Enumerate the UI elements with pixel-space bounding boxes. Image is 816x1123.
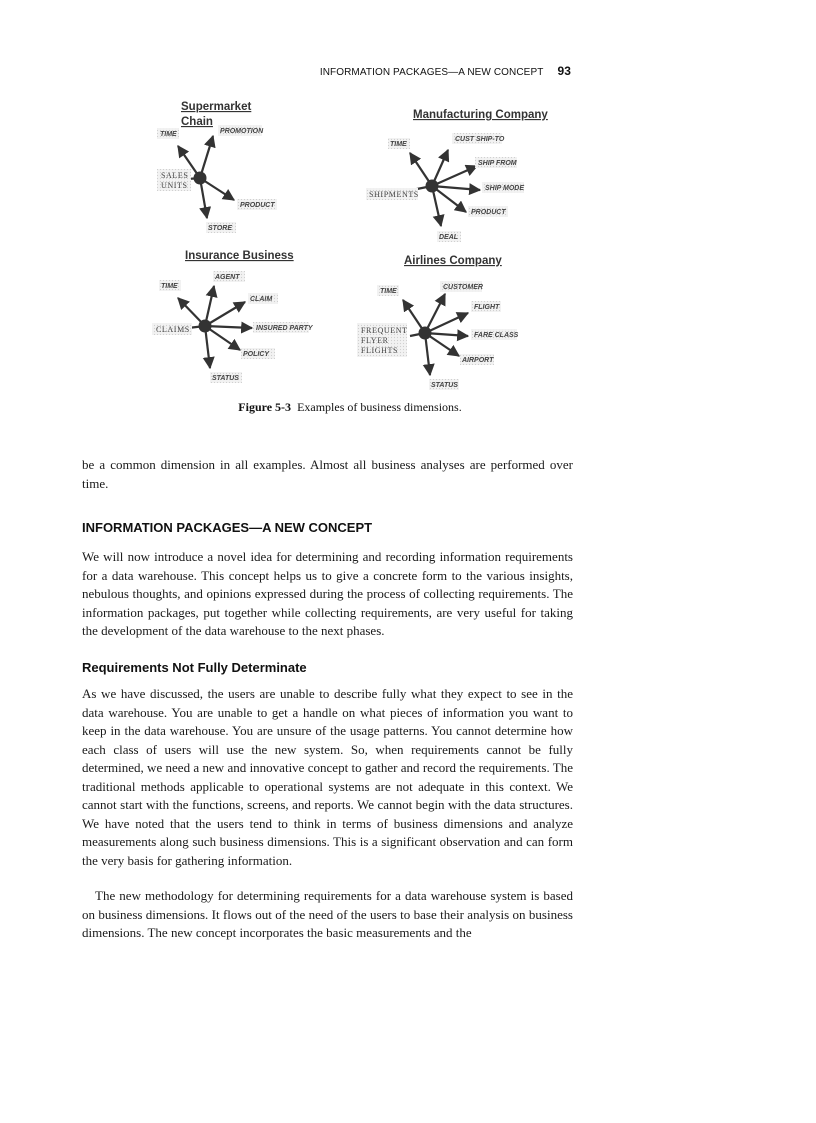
diagram-title: Chain	[181, 116, 213, 128]
dimension-label: TIME	[161, 283, 178, 290]
dimension-label: AIRPORT	[462, 357, 494, 364]
dimension-label: CUSTOMER	[443, 284, 483, 291]
diagram-title: Airlines Company	[404, 255, 502, 267]
dimension-label: PRODUCT	[471, 209, 506, 216]
fact-label: FLYER	[361, 336, 389, 345]
dimension-label: STATUS	[212, 375, 239, 382]
dimension-label: POLICY	[243, 351, 270, 358]
dimension-label: STORE	[208, 225, 232, 232]
fact-label: FLIGHTS	[361, 346, 399, 355]
fact-label: CLAIMS	[156, 325, 190, 334]
fact-label: FREQUENT	[361, 326, 408, 335]
page-number: 93	[557, 64, 571, 78]
body-paragraph: As we have discussed, the users are unable to describe fully what they expect to see in the data warehouse. You are unable to get a handle on what pieces of information you want to keep in the data warehouse. You are unsure of the usage patterns. You cannot determine how each class of users will use the new system. So, when requirements cannot be fully determined, we need a new and innovative concept to gather and record the requirements. The traditional methods applicable to operational systems are not adequate in this context. We cannot start with the functions, screens, and reports. We cannot begin with the data structures. We have noted that the users tend to think in terms of business dimensions and analyze measurements along such business dimensions. This is a significant observation and can form the very basis for gathering information.	[82, 686, 573, 868]
dimension-label: AGENT	[215, 274, 240, 281]
manufacturing-company-diagram	[366, 109, 548, 242]
section-heading: INFORMATION PACKAGES—A NEW CONCEPT	[82, 520, 373, 535]
body-paragraph: be a common dimension in all examples. Almost all business analyses are performed over time.	[82, 457, 573, 491]
dimension-label: SHIP MODE	[485, 185, 525, 192]
dimension-label: INSURED PARTY	[256, 325, 313, 332]
running-header	[250, 64, 571, 78]
dimension-label: SHIP FROM	[478, 160, 517, 167]
hub-node	[419, 327, 432, 340]
body-paragraph: The new methodology for determining requirements for a data warehouse system is based on business dimensions. It flows out of the need of the users to base their analysis on business dimensions. The new concept incorporates the basic measurements and the	[82, 888, 573, 940]
diagram-title: Supermarket	[181, 101, 252, 113]
subsection-heading: Requirements Not Fully Determinate	[82, 660, 307, 675]
fact-label: UNITS	[161, 181, 188, 190]
arrow	[403, 294, 468, 375]
hub-node	[199, 320, 212, 333]
figure-label: Figure 5-3	[238, 400, 292, 414]
airlines-company-diagram	[357, 255, 519, 390]
dimension-label: FLIGHT	[474, 304, 500, 311]
hub-node	[194, 172, 207, 185]
figure-caption-text: Examples of business dimensions.	[297, 400, 462, 414]
dimension-label: TIME	[380, 288, 397, 295]
diagram-title: Manufacturing Company	[413, 109, 548, 121]
body-paragraph: We will now introduce a novel idea for determining and recording information requirements for a data warehouse. This concept helps us to give a concrete form to the various insights, nebulous thoughts, and opinions expressed during the process of collecting requirements. The information packages, put together while collecting requirements, are very useful for taking the development of the data warehouse to the next phases.	[82, 549, 573, 638]
dimension-label: TIME	[160, 131, 177, 138]
running-title: INFORMATION PACKAGES—A NEW CONCEPT	[319, 67, 544, 78]
dimension-label: PRODUCT	[240, 202, 275, 209]
insurance-business-diagram	[152, 250, 314, 383]
supermarket-chain-diagram	[157, 101, 277, 233]
business-dimensions-figure	[0, 90, 816, 400]
figure-caption	[200, 400, 500, 415]
dimension-label: DEAL	[439, 234, 459, 241]
dimension-label: TIME	[390, 141, 407, 148]
diagram-title: Insurance Business	[185, 250, 294, 262]
fact-label: SALES	[161, 171, 189, 180]
dimension-label: CUST SHIP-TO	[455, 136, 505, 143]
dimension-label: PROMOTION	[220, 128, 264, 135]
fact-label: SHIPMENTS	[369, 190, 419, 199]
dimension-label: CLAIM	[250, 296, 273, 303]
dimension-label: FARE CLASS	[474, 332, 519, 339]
hub-node	[426, 180, 439, 193]
dimension-label: STATUS	[431, 382, 458, 389]
